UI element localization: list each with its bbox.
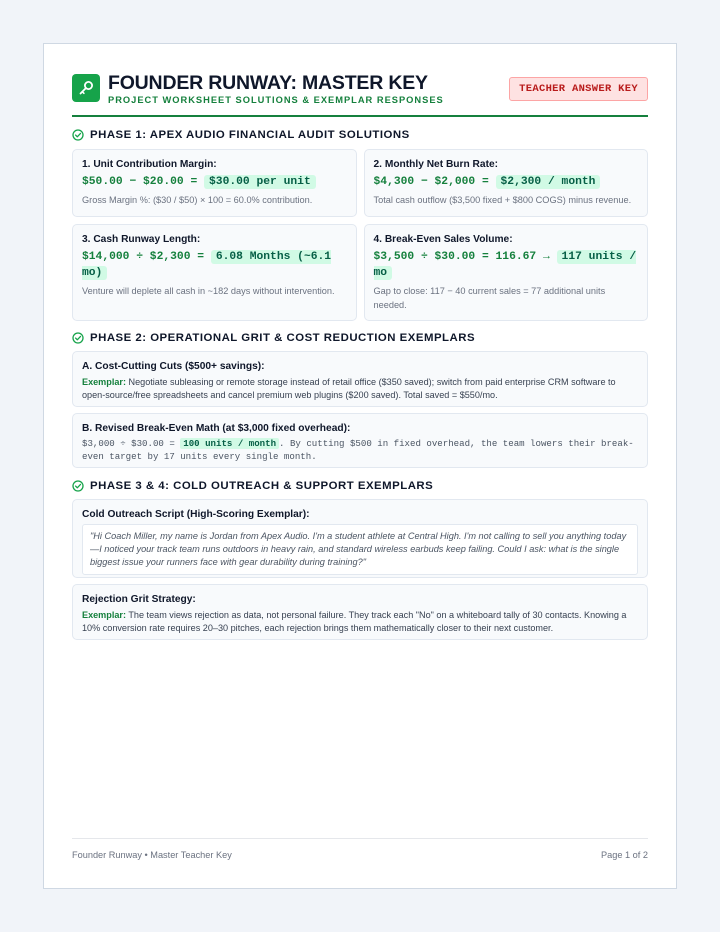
exemplar-label: Exemplar: bbox=[82, 377, 126, 387]
formula-expression: $3,500 ÷ $30.00 = 116.67 → bbox=[373, 251, 550, 263]
key-icon bbox=[72, 74, 100, 102]
check-circle-icon bbox=[72, 129, 84, 141]
revised-break-even-card bbox=[72, 413, 648, 468]
formula-answer: $30.00 per unit bbox=[204, 175, 316, 189]
revised-formula: $3,000 ÷ $30.00 = bbox=[82, 438, 175, 449]
formula-expression: $50.00 − $20.00 = bbox=[82, 176, 198, 188]
revised-answer: 100 units / month bbox=[180, 438, 279, 449]
page-title: FOUNDER RUNWAY: MASTER KEY bbox=[108, 72, 428, 94]
phase1-grid bbox=[72, 149, 648, 321]
card-body bbox=[82, 376, 638, 402]
outreach-script-card bbox=[72, 499, 648, 578]
phase1-heading bbox=[72, 129, 648, 141]
page-number: Page 1 of 2 bbox=[601, 850, 648, 860]
exemplar-label: Exemplar: bbox=[82, 610, 126, 620]
footer-left: Founder Runway • Master Teacher Key bbox=[72, 850, 232, 860]
phase34-heading bbox=[72, 480, 648, 492]
card-formula bbox=[82, 174, 347, 190]
page-footer bbox=[72, 838, 648, 860]
formula-answer: 117 units / mo bbox=[373, 251, 637, 279]
card-title: Rejection Grit Strategy: bbox=[82, 594, 196, 605]
card-note: Venture will deplete all cash in ~182 days without intervention. bbox=[82, 286, 335, 296]
card-title: B. Revised Break-Even Math (at $3,000 fixed overhead): bbox=[82, 423, 351, 434]
card-formula bbox=[82, 249, 347, 281]
card-title: 4. Break-Even Sales Volume: bbox=[373, 234, 513, 245]
card-note: Gap to close: 117 − 40 current sales = 77 additional units needed. bbox=[373, 286, 606, 310]
card-formula bbox=[374, 174, 639, 190]
rejection-grit-card bbox=[72, 584, 648, 640]
runway-card bbox=[72, 224, 357, 321]
outreach-quote: "Hi Coach Miller, my name is Jordan from Apex Audio. I'm a student athlete at Central High. I'm not calling to sell you anything today—I noticed your track team runs outdoors in heavy rain, and standard wireless earbuds keep failing. Could I ask: what is the single biggest issue your runners face with gear durability during training?" bbox=[82, 524, 638, 575]
phase34-heading-text: PHASE 3 & 4: COLD OUTREACH & SUPPORT EXEMPLARS bbox=[90, 480, 434, 492]
worksheet-page bbox=[43, 43, 677, 889]
burn-rate-card bbox=[364, 149, 649, 217]
card-title: 2. Monthly Net Burn Rate: bbox=[373, 159, 499, 170]
check-circle-icon bbox=[72, 480, 84, 492]
card-note: Gross Margin %: ($30 / $50) × 100 = 60.0% contribution. bbox=[82, 195, 313, 205]
card-title: 1. Unit Contribution Margin: bbox=[82, 159, 217, 170]
formula-expression: $14,000 ÷ $2,300 = bbox=[82, 251, 205, 263]
formula-answer: 6.08 Months (~6.1 mo) bbox=[82, 251, 332, 279]
phase1-heading-text: PHASE 1: APEX AUDIO FINANCIAL AUDIT SOLUTIONS bbox=[90, 129, 410, 141]
check-circle-icon bbox=[72, 332, 84, 344]
unit-margin-card bbox=[72, 149, 357, 217]
card-note: Total cash outflow ($3,500 fixed + $800 COGS) minus revenue. bbox=[373, 195, 632, 205]
phase2-heading-text: PHASE 2: OPERATIONAL GRIT & COST REDUCTION EXEMPLARS bbox=[90, 332, 476, 344]
formula-expression: $4,300 − $2,000 = bbox=[373, 176, 489, 188]
page-header bbox=[72, 72, 648, 117]
exemplar-text: Negotiate subleasing or remote storage instead of retail office ($350 saved); switch from paid enterprise CRM software to open-source/free spreadsheets and cancel premium web plugins ($200 saved). Total saved = $550/mo. bbox=[82, 377, 616, 400]
card-formula bbox=[374, 249, 639, 281]
card-body bbox=[82, 438, 638, 463]
break-even-card bbox=[364, 224, 649, 321]
page-subtitle: PROJECT WORKSHEET SOLUTIONS & EXEMPLAR RESPONSES bbox=[108, 95, 444, 105]
card-title: 3. Cash Runway Length: bbox=[82, 234, 201, 245]
card-title: A. Cost-Cutting Cuts ($500+ savings): bbox=[82, 361, 265, 372]
revised-explanation: . By cutting $500 in fixed overhead, the team lowers their break-even target by 17 units every single month. bbox=[82, 438, 634, 462]
exemplar-text: The team views rejection as data, not personal failure. They track each "No" on a whiteboard tally of 30 contacts. Knowing a 10% conversion rate requires 20–30 pitches, each rejection brings them mathematically closer to their next customer. bbox=[82, 610, 627, 633]
cost-cutting-card bbox=[72, 351, 648, 407]
phase2-heading bbox=[72, 332, 648, 344]
teacher-key-badge: TEACHER ANSWER KEY bbox=[509, 77, 648, 101]
formula-answer: $2,300 / month bbox=[496, 175, 601, 189]
card-title: Cold Outreach Script (High-Scoring Exemplar): bbox=[82, 509, 310, 520]
card-body bbox=[82, 609, 638, 635]
